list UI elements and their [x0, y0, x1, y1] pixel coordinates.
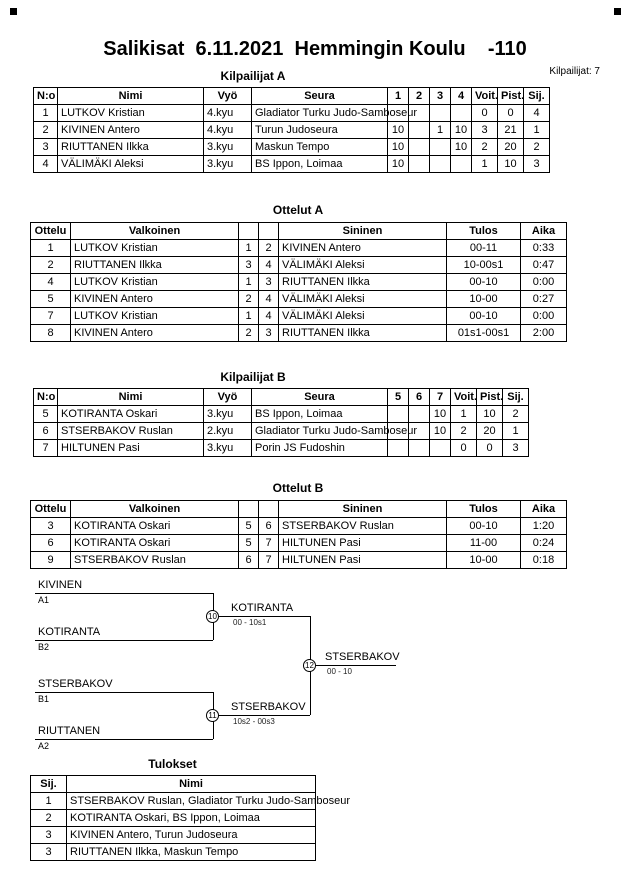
- col-header-nimi: Nimi: [67, 776, 316, 793]
- table-cell: [409, 139, 430, 156]
- bracket-match-score: 00 - 10: [327, 667, 352, 676]
- table-cell: 1: [31, 793, 67, 810]
- header-row: [34, 88, 550, 105]
- col-header-blue-no: [259, 223, 279, 240]
- col-header-tulos: Tulos: [447, 223, 521, 240]
- match-number-badge: 10: [206, 610, 219, 623]
- table-cell: 3: [34, 139, 58, 156]
- table-cell: KIVINEN Antero: [71, 291, 239, 308]
- table-cell: 2:00: [521, 325, 567, 342]
- table-cell: Maskun Tempo: [252, 139, 388, 156]
- table-cell: [430, 440, 451, 457]
- table-cell: 3: [472, 122, 498, 139]
- bracket-match-score: 10s2 - 00s3: [233, 717, 275, 726]
- table-cell: 7: [259, 535, 279, 552]
- table-cell: 0:00: [521, 308, 567, 325]
- col-header-sij: Sij.: [31, 776, 67, 793]
- table-cell: 10: [388, 139, 409, 156]
- col-header-5: 5: [388, 389, 409, 406]
- col-header-aika: Aika: [521, 223, 567, 240]
- table-cell: 11-00: [447, 535, 521, 552]
- col-header-blue-no: [259, 501, 279, 518]
- col-header-aika: Aika: [521, 501, 567, 518]
- table-cell: Gladiator Turku Judo-Samboseur: [252, 423, 388, 440]
- table-cell: STSERBAKOV Ruslan: [279, 518, 447, 535]
- table-row: [34, 406, 529, 423]
- table-cell: [430, 105, 451, 122]
- table-cell: KIVINEN Antero, Turun Judoseura: [67, 827, 316, 844]
- bracket-line: [35, 692, 213, 693]
- col-header-vyo: Vyö: [204, 88, 252, 105]
- col-header-white-no: [239, 223, 259, 240]
- table-cell: 4: [34, 156, 58, 173]
- table-cell: 10: [388, 156, 409, 173]
- table-cell: 4.kyu: [204, 105, 252, 122]
- table-cell: STSERBAKOV Ruslan: [71, 552, 239, 569]
- table-cell: LUTKOV Kristian: [71, 240, 239, 257]
- table-cell: STSERBAKOV Ruslan: [58, 423, 204, 440]
- final-bracket: [35, 579, 595, 749]
- table-cell: 3.kyu: [204, 440, 252, 457]
- bracket-line: [35, 739, 213, 740]
- table-cell: 10: [388, 122, 409, 139]
- table-cell: 0: [477, 440, 503, 457]
- table-cell: 5: [239, 535, 259, 552]
- table-cell: 0:33: [521, 240, 567, 257]
- kilpailijat-b-table: [33, 388, 529, 457]
- table-cell: 0:24: [521, 535, 567, 552]
- table-cell: KIVINEN Antero: [71, 325, 239, 342]
- table-cell: LUTKOV Kristian: [71, 308, 239, 325]
- table-cell: VÄLIMÄKI Aleksi: [58, 156, 204, 173]
- col-header-vyo: Vyö: [204, 389, 252, 406]
- ottelut-a-table: [30, 222, 567, 342]
- table-row: [34, 105, 550, 122]
- table-cell: 6: [34, 423, 58, 440]
- table-cell: [409, 122, 430, 139]
- table-cell: 6: [259, 518, 279, 535]
- table-cell: 2: [503, 406, 529, 423]
- table-cell: 2.kyu: [204, 423, 252, 440]
- col-header-white-no: [239, 501, 259, 518]
- col-header-3: 3: [430, 88, 451, 105]
- table-cell: [430, 156, 451, 173]
- table-cell: 10: [498, 156, 524, 173]
- col-header-1: 1: [388, 88, 409, 105]
- table-cell: 6: [239, 552, 259, 569]
- table-cell: [388, 440, 409, 457]
- table-cell: HILTUNEN Pasi: [279, 552, 447, 569]
- table-cell: KIVINEN Antero: [279, 240, 447, 257]
- section-heading-tulokset: Tulokset: [148, 757, 197, 771]
- header-row: [31, 776, 316, 793]
- table-cell: 1: [503, 423, 529, 440]
- table-cell: 10: [451, 122, 472, 139]
- table-cell: 0: [472, 105, 498, 122]
- bracket-slot-seed: A1: [38, 595, 50, 605]
- table-row: [31, 793, 316, 810]
- table-cell: STSERBAKOV Ruslan, Gladiator Turku Judo-Samboseur: [67, 793, 316, 810]
- table-cell: 3.kyu: [204, 139, 252, 156]
- col-header-seura: Seura: [252, 389, 388, 406]
- col-header-tulos: Tulos: [447, 501, 521, 518]
- table-cell: 10: [451, 139, 472, 156]
- table-cell: 10: [430, 423, 451, 440]
- table-cell: 1: [451, 406, 477, 423]
- col-header-voit: Voit.: [451, 389, 477, 406]
- table-cell: RIUTTANEN Ilkka: [71, 257, 239, 274]
- table-cell: 00-11: [447, 240, 521, 257]
- col-header-no: N:o: [34, 88, 58, 105]
- table-cell: 00-10: [447, 518, 521, 535]
- table-cell: 2: [34, 122, 58, 139]
- table-cell: 1: [239, 308, 259, 325]
- bracket-slot-name: KOTIRANTA: [38, 626, 101, 638]
- table-cell: VÄLIMÄKI Aleksi: [279, 308, 447, 325]
- table-cell: [451, 105, 472, 122]
- table-cell: 2: [31, 810, 67, 827]
- table-row: [31, 810, 316, 827]
- table-cell: LUTKOV Kristian: [58, 105, 204, 122]
- table-cell: 10-00: [447, 552, 521, 569]
- col-header-voit: Voit.: [472, 88, 498, 105]
- table-cell: 10-00: [447, 291, 521, 308]
- table-cell: 4: [259, 257, 279, 274]
- table-cell: 01s1-00s1: [447, 325, 521, 342]
- table-cell: 3.kyu: [204, 406, 252, 423]
- table-cell: Porin JS Fudoshin: [252, 440, 388, 457]
- table-row: [31, 535, 567, 552]
- table-cell: 4: [524, 105, 550, 122]
- table-cell: 1:20: [521, 518, 567, 535]
- col-header-seura: Seura: [252, 88, 388, 105]
- table-cell: 3: [239, 257, 259, 274]
- table-row: [31, 552, 567, 569]
- table-cell: 1: [34, 105, 58, 122]
- table-cell: 2: [472, 139, 498, 156]
- table-cell: 1: [239, 240, 259, 257]
- bracket-line: [35, 593, 213, 594]
- table-cell: 10-00s1: [447, 257, 521, 274]
- table-cell: 10: [477, 406, 503, 423]
- table-cell: 2: [31, 257, 71, 274]
- table-row: [31, 308, 567, 325]
- table-cell: BS Ippon, Loimaa: [252, 406, 388, 423]
- bracket-line: [316, 665, 396, 666]
- table-cell: 3: [31, 518, 71, 535]
- table-cell: RIUTTANEN Ilkka: [279, 274, 447, 291]
- table-cell: 4: [31, 274, 71, 291]
- match-number-badge: 12: [303, 659, 316, 672]
- col-header-pist: Pist.: [477, 389, 503, 406]
- table-row: [31, 240, 567, 257]
- table-cell: 3: [259, 274, 279, 291]
- table-cell: 0:00: [521, 274, 567, 291]
- bracket-line: [219, 715, 310, 716]
- table-cell: [409, 406, 430, 423]
- table-row: [34, 122, 550, 139]
- tulokset-table: [30, 775, 351, 861]
- table-cell: 00-10: [447, 274, 521, 291]
- table-cell: LUTKOV Kristian: [71, 274, 239, 291]
- table-cell: 4.kyu: [204, 122, 252, 139]
- table-cell: 2: [451, 423, 477, 440]
- table-cell: 0:47: [521, 257, 567, 274]
- table-cell: 6: [31, 535, 71, 552]
- table-cell: 2: [524, 139, 550, 156]
- table-cell: [409, 440, 430, 457]
- header-row: [31, 223, 567, 240]
- table-row: [31, 257, 567, 274]
- section-heading-kilpailijat-a: Kilpailijat A: [220, 69, 286, 83]
- bracket-slot-seed: B1: [38, 694, 50, 704]
- table-row: [31, 325, 567, 342]
- table-cell: 5: [34, 406, 58, 423]
- table-cell: 00-10: [447, 308, 521, 325]
- col-header-ottelu: Ottelu: [31, 223, 71, 240]
- col-header-pist: Pist.: [498, 88, 524, 105]
- table-cell: RIUTTANEN Ilkka, Maskun Tempo: [67, 844, 316, 861]
- ottelut-b-table: [30, 500, 567, 569]
- col-header-2: 2: [409, 88, 430, 105]
- table-cell: KOTIRANTA Oskari: [71, 518, 239, 535]
- table-cell: 7: [259, 552, 279, 569]
- bracket-winner-name: STSERBAKOV: [231, 701, 306, 713]
- bracket-winner-name: STSERBAKOV: [325, 651, 400, 663]
- col-header-nimi: Nimi: [58, 389, 204, 406]
- table-cell: 10: [430, 406, 451, 423]
- table-cell: 1: [239, 274, 259, 291]
- bracket-slot-name: STSERBAKOV: [38, 678, 113, 690]
- table-cell: 3.kyu: [204, 156, 252, 173]
- table-row: [31, 291, 567, 308]
- match-number-badge: 11: [206, 709, 219, 722]
- col-header-7: 7: [430, 389, 451, 406]
- table-cell: 2: [239, 325, 259, 342]
- table-cell: 1: [31, 240, 71, 257]
- table-row: [34, 156, 550, 173]
- table-cell: 1: [430, 122, 451, 139]
- bracket-slot-seed: B2: [38, 642, 50, 652]
- bracket-line: [35, 640, 213, 641]
- table-cell: Gladiator Turku Judo-Samboseur: [252, 105, 388, 122]
- table-cell: [430, 139, 451, 156]
- table-cell: 5: [31, 291, 71, 308]
- table-cell: KIVINEN Antero: [58, 122, 204, 139]
- table-cell: KOTIRANTA Oskari, BS Ippon, Loimaa: [67, 810, 316, 827]
- bracket-slot-seed: A2: [38, 741, 50, 751]
- table-cell: BS Ippon, Loimaa: [252, 156, 388, 173]
- table-cell: 7: [31, 308, 71, 325]
- table-cell: [409, 156, 430, 173]
- table-cell: 3: [31, 827, 67, 844]
- col-header-valkoinen: Valkoinen: [71, 223, 239, 240]
- section-heading-ottelut-b: Ottelut B: [272, 481, 324, 495]
- col-header-sininen: Sininen: [279, 223, 447, 240]
- table-cell: 9: [31, 552, 71, 569]
- bracket-winner-name: KOTIRANTA: [231, 602, 294, 614]
- bracket-match-score: 00 - 10s1: [233, 618, 267, 627]
- table-cell: 7: [34, 440, 58, 457]
- col-header-sij: Sij.: [524, 88, 550, 105]
- table-cell: Turun Judoseura: [252, 122, 388, 139]
- competitor-count: Kilpailijat: 7: [549, 66, 600, 77]
- table-row: [31, 274, 567, 291]
- bracket-slot-name: RIUTTANEN: [38, 725, 101, 737]
- table-row: [31, 827, 316, 844]
- table-cell: 3: [524, 156, 550, 173]
- table-cell: 0:27: [521, 291, 567, 308]
- table-cell: [388, 406, 409, 423]
- col-header-nimi: Nimi: [58, 88, 204, 105]
- col-header-ottelu: Ottelu: [31, 501, 71, 518]
- bracket-slot-name: KIVINEN: [38, 579, 83, 591]
- table-cell: 21: [498, 122, 524, 139]
- table-cell: 1: [472, 156, 498, 173]
- table-cell: 20: [477, 423, 503, 440]
- table-cell: 3: [503, 440, 529, 457]
- table-cell: VÄLIMÄKI Aleksi: [279, 257, 447, 274]
- section-heading-ottelut-a: Ottelut A: [272, 203, 324, 217]
- kilpailijat-a-table: [33, 87, 550, 173]
- table-row: [31, 844, 316, 861]
- corner-mark-icon: [10, 8, 17, 15]
- table-cell: 3: [31, 844, 67, 861]
- table-cell: KOTIRANTA Oskari: [58, 406, 204, 423]
- section-heading-kilpailijat-b: Kilpailijat B: [220, 370, 286, 384]
- table-cell: 4: [259, 308, 279, 325]
- table-row: [31, 518, 567, 535]
- table-row: [34, 423, 529, 440]
- table-cell: VÄLIMÄKI Aleksi: [279, 291, 447, 308]
- page-title: Salikisat 6.11.2021 Hemmingin Koulu -110: [103, 38, 527, 60]
- table-cell: HILTUNEN Pasi: [279, 535, 447, 552]
- col-header-6: 6: [409, 389, 430, 406]
- table-cell: 0: [451, 440, 477, 457]
- table-cell: 4: [259, 291, 279, 308]
- table-cell: RIUTTANEN Ilkka: [279, 325, 447, 342]
- header-row: [31, 501, 567, 518]
- table-cell: 2: [239, 291, 259, 308]
- col-header-sininen: Sininen: [279, 501, 447, 518]
- table-cell: 3: [259, 325, 279, 342]
- bracket-line: [219, 616, 310, 617]
- col-header-no: N:o: [34, 389, 58, 406]
- table-cell: 0: [498, 105, 524, 122]
- table-cell: 2: [259, 240, 279, 257]
- table-cell: 8: [31, 325, 71, 342]
- col-header-sij: Sij.: [503, 389, 529, 406]
- table-cell: 20: [498, 139, 524, 156]
- table-cell: HILTUNEN Pasi: [58, 440, 204, 457]
- table-cell: KOTIRANTA Oskari: [71, 535, 239, 552]
- col-header-4: 4: [451, 88, 472, 105]
- table-cell: [451, 156, 472, 173]
- table-cell: 0:18: [521, 552, 567, 569]
- corner-mark-icon: [614, 8, 621, 15]
- header-row: [34, 389, 529, 406]
- col-header-valkoinen: Valkoinen: [71, 501, 239, 518]
- table-row: [34, 139, 550, 156]
- table-cell: 1: [524, 122, 550, 139]
- table-cell: 5: [239, 518, 259, 535]
- table-cell: RIUTTANEN Ilkka: [58, 139, 204, 156]
- table-row: [34, 440, 529, 457]
